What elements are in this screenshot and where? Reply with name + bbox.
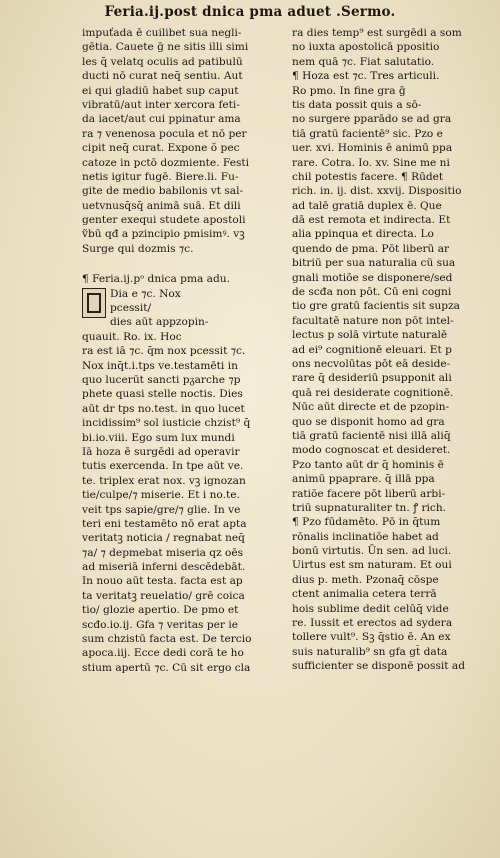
line-text: alia ppinqua et directa. Lo (292, 228, 434, 241)
text-line (292, 458, 490, 472)
line-text: stium apertū ⁊c. Cū sit ergo cla (82, 661, 251, 674)
text-line (82, 488, 292, 502)
line-text: tiā gratū facientē nisi illā aliq̄ (292, 429, 451, 442)
text-line (292, 242, 490, 256)
line-text: ad talē gratiā duplex ē. Que (292, 199, 442, 212)
left-column (82, 26, 292, 675)
line-text: genter exequi studete apostoli (82, 214, 246, 227)
text-line (292, 55, 490, 69)
line-text: triū supnaturaliter tn. ꝭ rich. (292, 501, 447, 514)
line-text: facultatē nature non pōt intel- (292, 314, 454, 327)
text-line (82, 330, 292, 344)
line-text: quauit. Ro. ix. Hoc (82, 330, 182, 343)
line-text: sum chzistū facta est. De tercio (82, 633, 252, 646)
text-line (82, 445, 292, 459)
text-line (82, 287, 292, 301)
line-text: ¶ Feria.ij.pᵒ dnica pma adu. (82, 273, 230, 286)
line-text: Surge qui dozmis ⁊c. (82, 242, 194, 255)
line-text: ta veritatꝫ reuelatio/ grē coica (82, 589, 245, 602)
text-line (292, 415, 490, 429)
text-line (292, 156, 490, 170)
text-line (292, 630, 490, 644)
text-line (82, 227, 292, 241)
line-text: Ro pmo. In fine gra ḡ (292, 84, 406, 97)
line-text: incidissim⁹ sol iusticie chzist⁹ q̄ (82, 417, 251, 430)
line-text: ducti nō curat neq̄ sentiu. Aut (82, 70, 243, 83)
text-line (292, 587, 490, 601)
text-line (82, 459, 292, 473)
text-line (82, 517, 292, 531)
line-text: vibratū/aut inter xercora feti- (82, 98, 240, 111)
line-text: ei qui gladiū habet sup caput (82, 84, 239, 97)
line-text: tis data possit quis a sō- (292, 98, 422, 111)
line-text: quo lucerūt sancti pᵹarche ⁊p (82, 374, 241, 386)
text-line (292, 400, 490, 414)
text-line (292, 371, 490, 385)
text-line (292, 285, 490, 299)
text-line (82, 574, 292, 588)
line-text: tutis exercenda. In tpe aūt ve. (82, 460, 244, 473)
line-text: rich. in. ij. dist. xxvij. Dispositio (292, 185, 462, 198)
paragraph-gap (82, 256, 292, 272)
line-text: ra ⁊ venenosa pocula et nō per (82, 127, 247, 140)
line-text: ratiōe facere pōt liberū arbi- (292, 487, 446, 500)
line-text: tio gre gratū facientis sit supza (292, 300, 460, 313)
line-text: uetvnusq̄sq̄ animā suā. Et dili (82, 199, 241, 212)
line-text: tiā gratū facientē⁹ sic. Pzo e (292, 127, 443, 140)
line-text: dies aūt appzopin- (110, 316, 209, 329)
line-text: ṽbū qđ a pzincipio pmisimꝰ. vꝫ (82, 228, 245, 241)
text-line (292, 386, 490, 400)
text-line (292, 299, 490, 313)
line-text: gētia. Cauete ḡ ne sitis illi simi (82, 41, 249, 54)
line-text: tollere vult⁹. Sꝫ q̄stio ē. An ex (292, 631, 451, 644)
text-line (292, 443, 490, 457)
text-line (82, 387, 292, 401)
text-line (292, 227, 490, 241)
text-line (82, 589, 292, 603)
text-line (110, 301, 292, 315)
line-text: cipit neq̄ curat. Expone ŏ pec (82, 142, 240, 155)
text-line (82, 127, 292, 141)
line-text: sufficienter se disponē possit ad (292, 660, 465, 673)
line-text: teri eni testamēto nō erat apta (82, 517, 247, 530)
text-line (110, 315, 292, 329)
line-text: chil potestis facere. ¶ Rūdet (292, 170, 444, 183)
line-text: te. triplex erat nox. vꝫ ignozan (82, 474, 246, 487)
text-line (292, 487, 490, 501)
line-text: rare. Cotra. Io. xv. Sine me ni (292, 156, 450, 169)
text-line (82, 141, 292, 155)
text-line (292, 343, 490, 357)
text-line (292, 515, 490, 529)
text-line (292, 170, 490, 184)
line-text: aūt dr tps no.test. in quo lucet (82, 402, 245, 415)
text-line (82, 416, 292, 430)
text-line (82, 242, 292, 256)
line-text: quo se disponit homo ad gra (292, 415, 445, 428)
line-text: tio/ glozie apertio. De pmo et (82, 604, 239, 617)
text-line (292, 558, 490, 572)
text-line (292, 184, 490, 198)
line-text: ¶ Hoza est ⁊c. Tres articuli. (292, 70, 440, 83)
line-text: tie/culpe/⁊ miserie. Et i no.te. (82, 489, 240, 502)
text-line (82, 272, 292, 286)
text-line (82, 213, 292, 227)
text-line (292, 112, 490, 126)
line-text: ¶ Pzo fūdamēto. Pō in q̄tum (292, 516, 441, 529)
line-text: ad ei⁹ cognitionē eleuari. Et p (292, 343, 452, 356)
line-text: re. Iussit et erectos ad sydera (292, 617, 453, 630)
text-line (292, 256, 490, 270)
text-line (82, 40, 292, 54)
line-text: veritatꝫ noticia / regnabat neq̄ (82, 532, 245, 545)
line-text: netis igitur fugē. Biere.li. Fu- (82, 170, 239, 183)
line-text: Dia e ⁊c. Nox (110, 287, 181, 300)
text-line (292, 213, 490, 227)
text-line (82, 546, 292, 560)
text-line (292, 40, 490, 54)
text-line (292, 98, 490, 112)
line-text: de scđa non pōt. Cū eni cogni (292, 286, 452, 299)
line-text: no surgere pparādo se ad gra (292, 113, 452, 126)
line-text: bitriū per sua naturalia cū sua (292, 257, 456, 270)
text-line (292, 530, 490, 544)
text-line (292, 328, 490, 342)
line-text: pcessit/ (110, 302, 152, 315)
text-line (82, 69, 292, 83)
text-line (82, 344, 292, 358)
text-line (82, 474, 292, 488)
decorated-initial-icon (82, 288, 106, 318)
right-column (292, 26, 490, 674)
line-text: ctent animalia cetera terrā (292, 588, 437, 601)
text-line (82, 359, 292, 373)
line-text: bonū virtutis. Ūn sen. ad luci. (292, 545, 452, 558)
line-text: veit tps sapie/gre/⁊ glie. In ve (82, 503, 241, 516)
text-line (292, 357, 490, 371)
text-line (292, 314, 490, 328)
text-line (292, 199, 490, 213)
line-text: Nox inq̄t.i.tps ve.testamēti in (82, 359, 238, 372)
running-header: Feria.ij.post dnica pma aduet .Sermo. (104, 4, 396, 20)
line-text: Iā hoza ē surgēdi ad operavir (82, 445, 240, 458)
line-text: hois sublime dedit celūq̄ vide (292, 602, 449, 615)
line-text: bi.io.viii. Ego sum lux mundi (82, 431, 235, 444)
line-text: les q̄ velatq oculis ad patibulū (82, 55, 243, 68)
line-text: gite de medio babilonis vt sal- (82, 185, 244, 198)
text-line (292, 141, 490, 155)
line-text: ons necvolūtas pōt eā deside- (292, 357, 451, 370)
text-line (82, 661, 292, 675)
line-text: Nūc aūt directe et de pzopin- (292, 401, 450, 414)
line-text: In nouo aūt testa. facta est ap (82, 575, 243, 588)
line-text: quendo de pma. Pōt liberū ar (292, 242, 450, 255)
line-text: Pzo tanto aūt dr q̄ hominis ē (292, 458, 444, 471)
line-text: ra dies temp⁹ est surgēdi a som (292, 27, 462, 39)
text-line (82, 632, 292, 646)
text-line (82, 55, 292, 69)
line-text: ad miseriā inferni descēdebāt. (82, 561, 246, 574)
text-line (292, 472, 490, 486)
line-text: dius p. meth. Pzonaq̄ cōspe (292, 573, 439, 586)
text-line (82, 84, 292, 98)
line-text: rōnalis inclinatiōe habet ad (292, 530, 439, 543)
text-line (82, 560, 292, 574)
text-line (82, 373, 292, 387)
text-line (82, 26, 292, 40)
line-text: nem quā ⁊c. Fiat salutatio. (292, 55, 435, 68)
line-text: da iacet/aut cui ppinatur ama (82, 113, 241, 126)
line-text: uer. xvi. Hominis ē animū ppa (292, 142, 453, 155)
text-line (292, 645, 490, 659)
line-text: phete quasi stelle noctis. Dies (82, 388, 243, 401)
line-text: animū ppaprare. q̄ illā ppa (292, 473, 435, 486)
text-line (82, 531, 292, 545)
line-text: suis naturalib⁹ sn gfa gt̄ data (292, 645, 448, 658)
text-line (82, 98, 292, 112)
text-line (292, 544, 490, 558)
text-line (292, 84, 490, 98)
line-text: Uirtus est sm naturam. Et oui (292, 559, 452, 572)
text-line (292, 26, 490, 40)
text-line (82, 431, 292, 445)
text-line (292, 69, 490, 83)
line-text: gnali motiōe se disponere/sed (292, 271, 453, 284)
text-line (82, 503, 292, 517)
line-text: ⁊a/ ⁊ depmebat miseria qz oēs (82, 546, 244, 559)
line-text: dā est remota et indirecta. Et (292, 214, 451, 227)
line-text: modo cognoscat et desideret. (292, 444, 451, 457)
text-line (82, 156, 292, 170)
text-line (82, 184, 292, 198)
line-text: no iuxta apostolicā ppositio (292, 41, 440, 54)
line-text: catoze in pctō dozmiente. Festi (82, 156, 250, 169)
line-text: rare q̄ desideriū psupponit ali (292, 372, 452, 385)
text-line (292, 501, 490, 515)
line-text: impuťada ē cuilibet sua negli- (82, 27, 242, 39)
text-line (292, 429, 490, 443)
text-line (292, 573, 490, 587)
line-text: lectus p solā virtute naturalē (292, 329, 448, 342)
text-line (82, 112, 292, 126)
text-line (292, 659, 490, 673)
text-line (82, 618, 292, 632)
line-text: apoca.iij. Ecce dedi corā te ho (82, 647, 244, 660)
text-line (82, 603, 292, 617)
text-line (292, 602, 490, 616)
line-text: quā rei desiderate cognitionē. (292, 386, 454, 399)
text-line (292, 616, 490, 630)
text-line (82, 402, 292, 416)
text-line (82, 170, 292, 184)
text-line (82, 199, 292, 213)
line-text: scđo.io.ij. Gfa ⁊ veritas per ie (82, 618, 238, 631)
text-line (292, 127, 490, 141)
text-line (292, 271, 490, 285)
text-line (82, 646, 292, 660)
line-text: ra est iā ⁊c. q̄m nox pcessit ⁊c. (82, 345, 246, 358)
